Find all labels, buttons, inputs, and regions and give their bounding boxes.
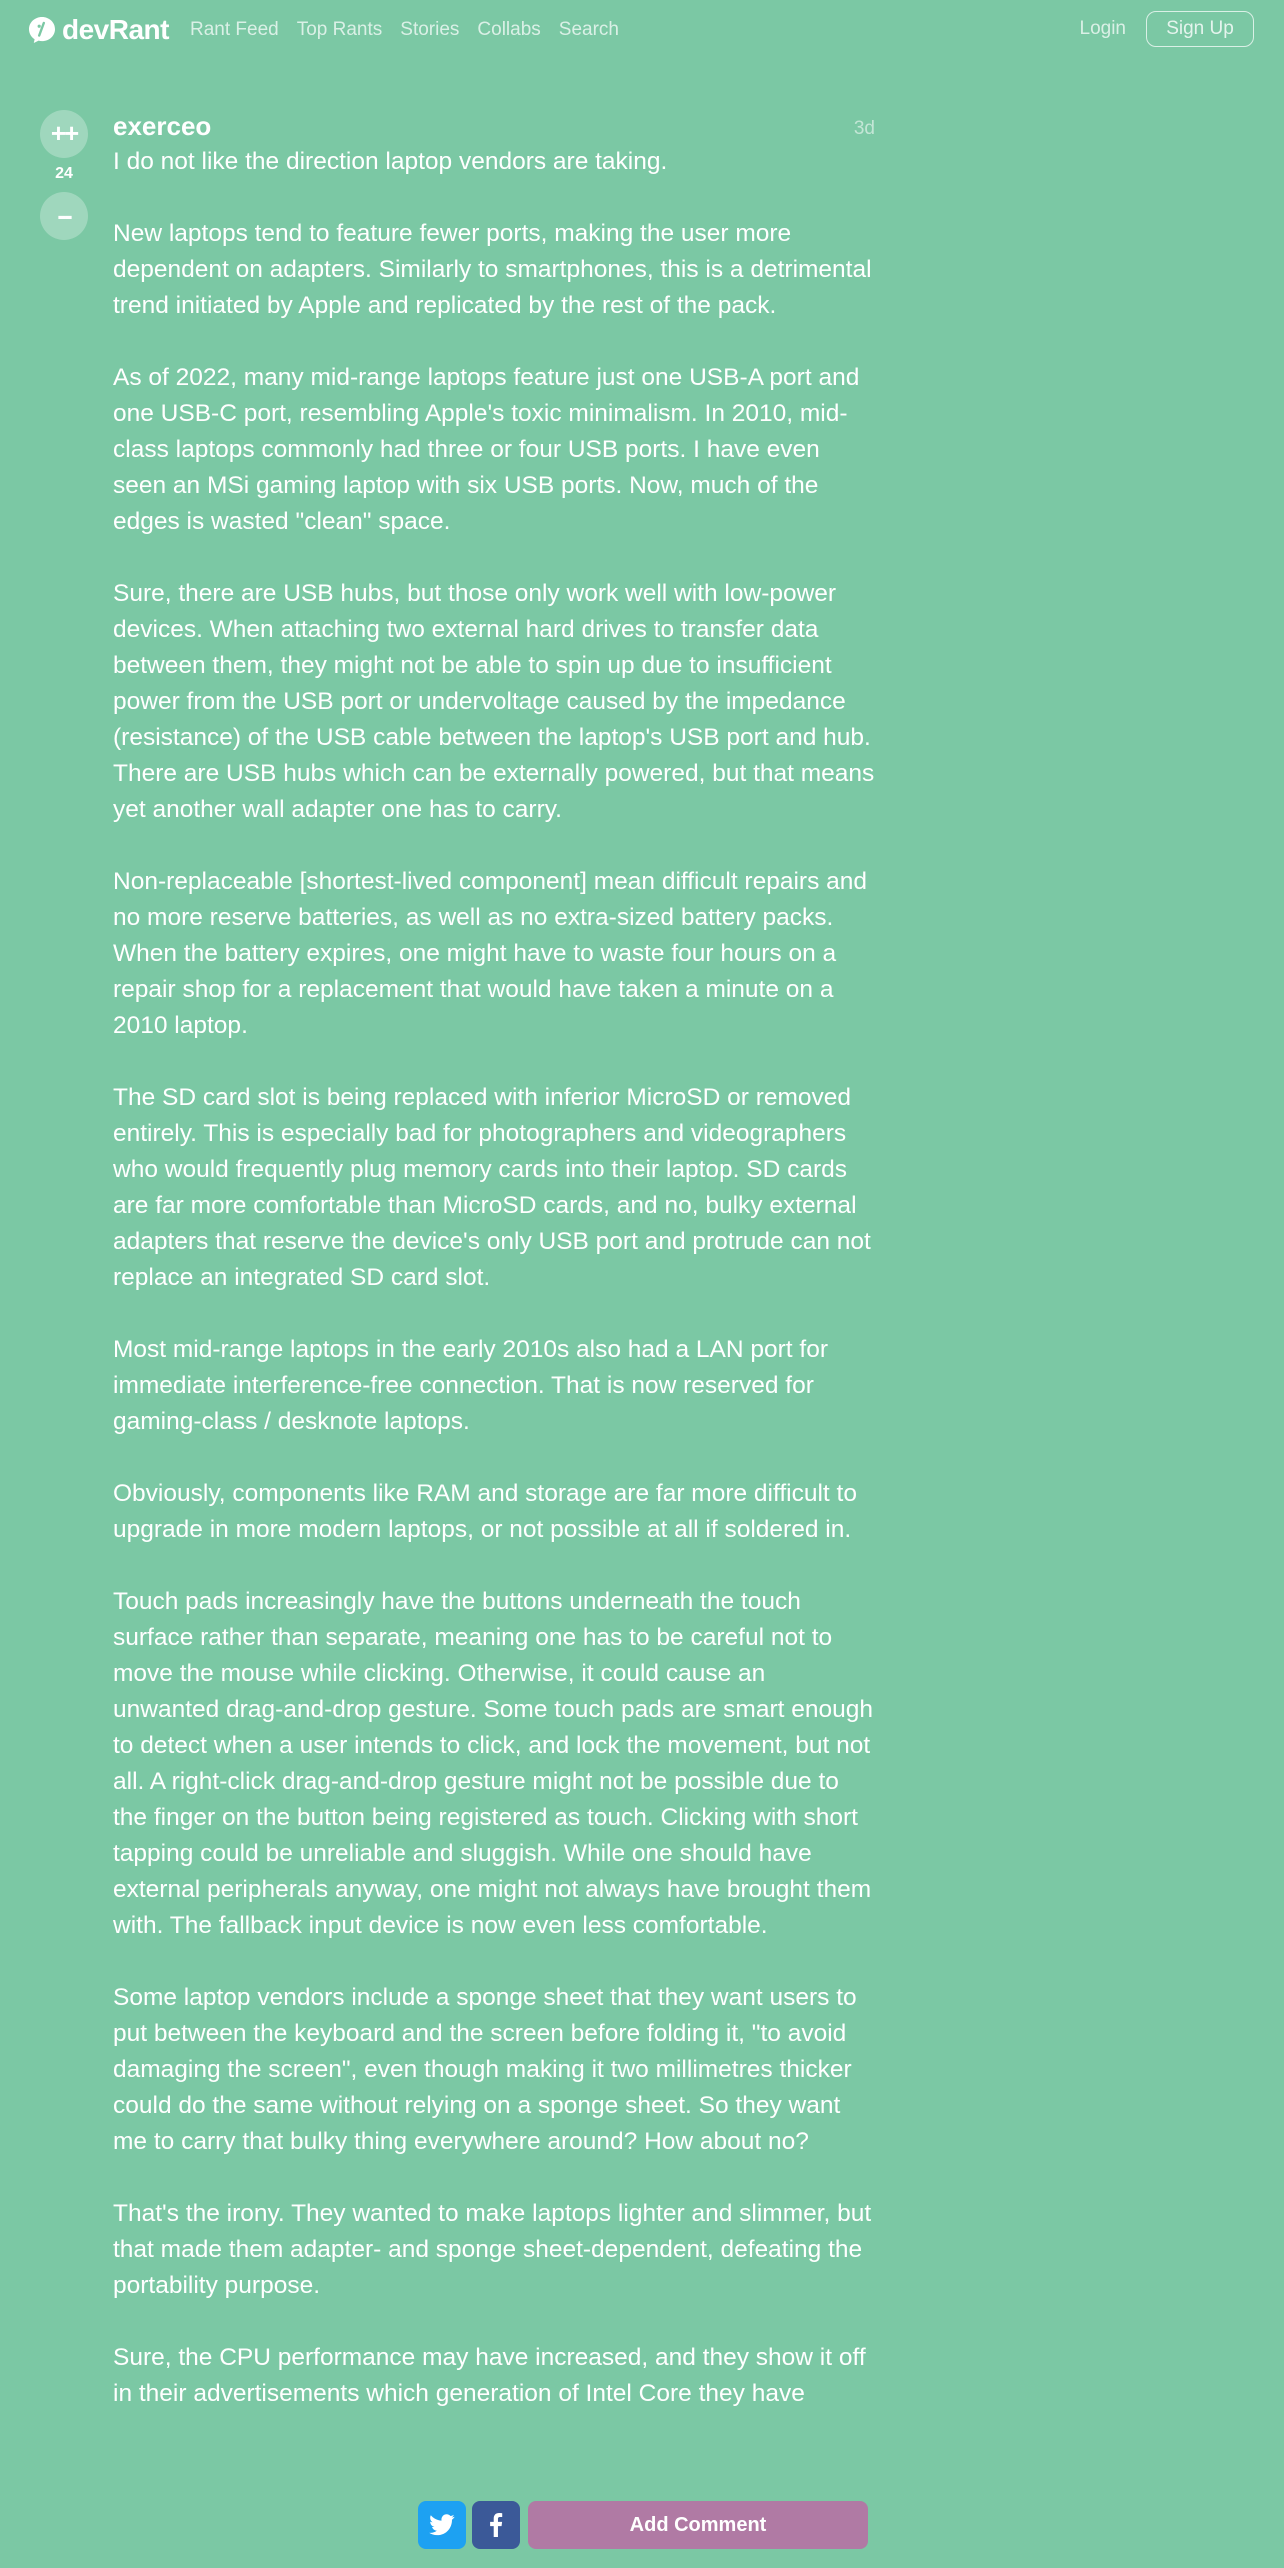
downvote-button[interactable]: -- — [40, 192, 88, 240]
rant-paragraph: Sure, the CPU performance may have increased, and they show it off in their advertisements which generation of Intel Core they have — [113, 2344, 866, 2407]
logo-text: devRant — [62, 14, 169, 45]
devrant-logo[interactable] — [28, 14, 169, 46]
rant-action-bar — [418, 2501, 868, 2549]
rant-paragraph: Touch pads increasingly have the buttons underneath the touch surface rather than separate, meaning one has to be careful not to move the mouse while clicking. Otherwise, it could cause an unwanted drag-and-drop gesture. Some touch pads are smart enough to detect when a user intends to click, and lock the movement, but not all. A right-click drag-and-drop gesture might not be possible due to the finger on the button being registered as touch. Clicking with short tapping could be unreliable and sluggish. While one should have external peripherals anyway, one might not always have brought them with. The fallback input device is now even less comfortable. — [113, 1588, 873, 1939]
rant-username[interactable]: exerceo — [113, 111, 212, 141]
rant-paragraph: The SD card slot is being replaced with inferior MicroSD or removed entirely. This is especially bad for photographers and videographers who would frequently plug memory cards into their laptop. SD cards are far more comfortable than MicroSD cards, and no, bulky external adapters that reserve the device's only USB port and protrude can not replace an integrated SD card slot. — [113, 1084, 871, 1291]
rant-paragraph: Obviously, components like RAM and storage are far more difficult to upgrade in more modern laptops, or not possible at all if soldered in. — [113, 1480, 857, 1543]
rant-paragraph: Some laptop vendors include a sponge sheet that they want users to put between the keyboard and the screen before folding it, "to avoid damaging the screen", even though making it two millimetres thicker could do the same without relying on a sponge sheet. So they want me to carry that bulky thing everywhere around? How about no? — [113, 1984, 857, 2155]
vote-score: 24 — [55, 165, 73, 182]
rant-paragraph: Sure, there are USB hubs, but those only work well with low-power devices. When attaching two external hard drives to transfer data between them, they might not be able to spin up due to insufficient power from the USB port or undervoltage caused by the impedance (resistance) of the USB cable between the laptop's USB port and hub. There are USB hubs which can be externally powered, but that means yet another wall adapter one has to carry. — [113, 580, 875, 823]
add-comment-button[interactable]: Add Comment — [528, 2501, 868, 2549]
twitter-icon — [429, 2514, 455, 2536]
rant-paragraph: New laptops tend to feature fewer ports, making the user more dependent on adapters. Similarly to smartphones, this is a detrimental trend initiated by Apple and replicated by the rest of the pack. — [113, 220, 872, 319]
devrant-bubble-icon — [28, 16, 56, 44]
nav-link-search[interactable]: Search — [558, 19, 619, 40]
signup-button[interactable]: Sign Up — [1146, 11, 1254, 47]
nav-link-stories[interactable]: Stories — [400, 19, 460, 40]
facebook-share-button[interactable] — [472, 2501, 520, 2549]
rant-post — [113, 110, 875, 2448]
rant-paragraph: Non-replaceable [shortest-lived component] mean difficult repairs and no more reserve batteries, as well as no extra-sized battery packs. When the battery expires, one might have to waste four hours on a repair shop for a replacement that would have taken a minute on a 2010 laptop. — [113, 868, 868, 1039]
rant-header — [113, 110, 875, 142]
nav-links — [190, 17, 619, 43]
rant-paragraph: That's the irony. They wanted to make laptops lighter and slimmer, but that made them adapter- and sponge sheet-dependent, defeating the portability purpose. — [113, 2200, 872, 2299]
facebook-icon — [489, 2513, 503, 2537]
twitter-share-button[interactable] — [418, 2501, 466, 2549]
rant-paragraph: I do not like the direction laptop vendors are taking. — [113, 148, 668, 175]
top-navigation — [0, 0, 1284, 60]
nav-link-collabs[interactable]: Collabs — [477, 19, 541, 40]
rant-timestamp: 3d — [853, 118, 875, 139]
vote-column — [40, 110, 88, 240]
upvote-button[interactable]: ++ — [40, 110, 88, 158]
rant-body — [113, 144, 875, 2412]
login-link[interactable]: Login — [1079, 18, 1126, 39]
nav-link-rant-feed[interactable]: Rant Feed — [190, 19, 279, 40]
nav-link-top-rants[interactable]: Top Rants — [296, 19, 383, 40]
rant-paragraph: Most mid-range laptops in the early 2010s also had a LAN port for immediate interference-free connection. That is now reserved for gaming-class / desknote laptops. — [113, 1336, 828, 1435]
auth-links — [1080, 11, 1255, 47]
rant-paragraph: As of 2022, many mid-range laptops feature just one USB-A port and one USB-C port, resembling Apple's toxic minimalism. In 2010, mid-class laptops commonly had three or four USB ports. I have even seen an MSi gaming laptop with six USB ports. Now, much of the edges is wasted "clean" space. — [113, 364, 860, 535]
